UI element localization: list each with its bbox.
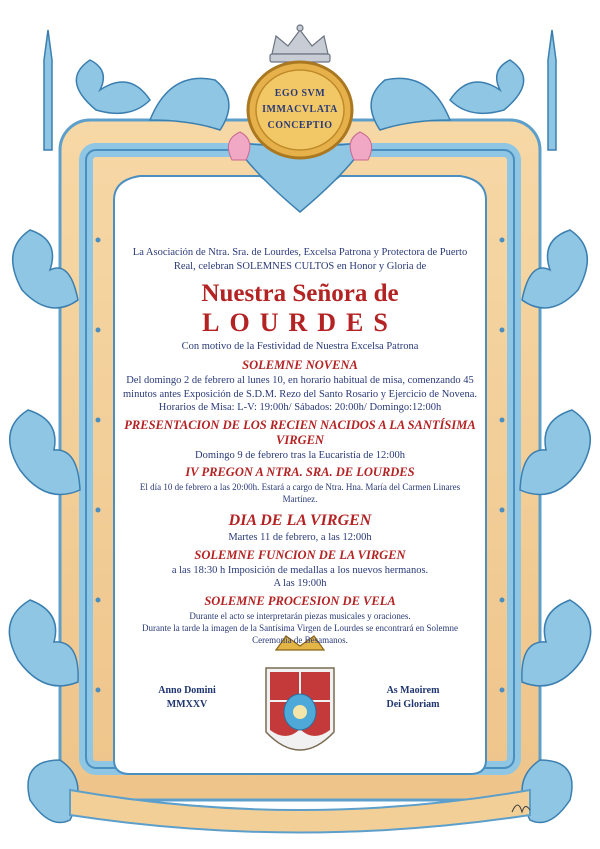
section-heading-pregon: IV PREGON A NTRA. SRA. DE LOURDES	[185, 465, 415, 479]
section-heading-procesion: SOLEMNE PROCESION DE VELA	[204, 593, 396, 608]
funcion-text-2: A las 19:00h	[273, 578, 327, 589]
novena-text: Del domingo 2 de febrero al lunes 10, en horario habitual de misa, comenzando 45 minutos antes Exposición de S.D.M. Rezo del Santo Rosario y Ejercicio de Novena.	[122, 375, 478, 400]
motto-medallion	[258, 86, 342, 134]
latin-right	[368, 684, 458, 712]
section-heading-novena: SOLEMNE NOVENA	[242, 358, 358, 372]
title-line-2: LOURDES	[202, 308, 398, 337]
motto-line-3: CONCEPTIO	[267, 120, 333, 131]
motive-text: Con motivo de la Festividad de Nuestra Excelsa Patrona	[181, 341, 419, 352]
announcement-content	[122, 246, 478, 646]
motto-line-2: IMMACVLATA	[262, 104, 338, 115]
dia-text: Martes 11 de febrero, a las 12:00h	[228, 532, 372, 543]
title-line-1: Nuestra Señora de	[201, 280, 399, 307]
presentacion-text: Domingo 9 de febrero tras la Eucaristía de 12:00h	[195, 449, 405, 461]
funcion-text-1: a las 18:30 h Imposición de medallas a los nuevos hermanos.	[171, 564, 429, 576]
latin-left-line-2: MMXXV	[166, 699, 208, 710]
pregon-text: El día 10 de febrero a las 20:00h. Estará a cargo de Ntra. Hna. María del Carmen Linares Martínez.	[139, 482, 461, 504]
latin-right-line-2: Dei Gloriam	[386, 699, 440, 710]
novena-schedule: Horarios de Misa: L-V: 19:00h/ Sábados: 20:00h/ Domingo:12:00h	[158, 402, 442, 413]
motto-line-1: EGO SVM	[274, 88, 326, 99]
latin-right-line-1: As Maoirem	[386, 685, 440, 696]
section-heading-dia: DIA DE LA VIRGEN	[228, 512, 372, 529]
procesion-text-2: Durante la tarde la imagen de la Santísima Virgen de Lourdes se encontrará en Solemne Ceremonia de Besamanos.	[141, 622, 458, 645]
latin-left	[142, 684, 232, 712]
section-heading-funcion: SOLEMNE FUNCION DE LA VIRGEN	[194, 547, 406, 562]
intro-text: La Asociación de Ntra. Sra. de Lourdes, Excelsa Patrona y Protectora de Puerto Real, celebran SOLEMNES CULTOS en Honor y Gloria de	[132, 247, 468, 272]
procesion-text-1: Durante el acto se interpretarán piezas musicales y oraciones.	[189, 610, 411, 621]
section-heading-presentacion: PRESENTACION DE LOS RECIEN NACIDOS A LA SANTÍSIMA VIRGEN	[124, 417, 476, 447]
latin-left-line-1: Anno Domini	[158, 685, 216, 696]
